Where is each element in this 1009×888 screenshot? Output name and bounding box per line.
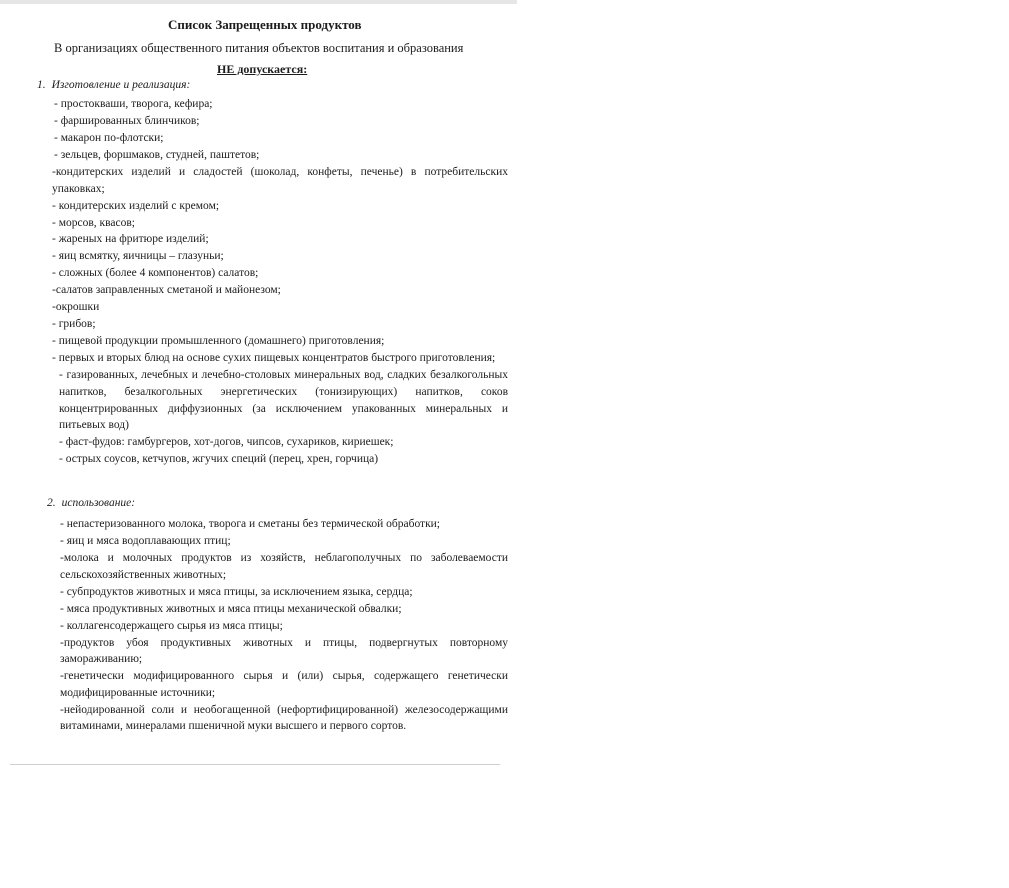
- list-item: - жареных на фритюре изделий;: [52, 233, 209, 246]
- section-heading-text: Изготовление и реализация:: [51, 79, 191, 91]
- list-item: - зельцев, форшмаков, студней, паштетов;: [54, 148, 260, 161]
- list-item: - газированных, лечебных и лечебно-столовых минеральных вод, сладких безалкогольных напитков, безалкогольных энергетических (тонизирующих) напитков, соков концентрированных диффузионных (за исключением упакованных минеральных и питьевых вод): [59, 369, 508, 432]
- list-item: - фаршированных блинчиков;: [54, 114, 200, 127]
- list-item: - непастеризованного молока, творога и сметаны без термической обработки;: [60, 518, 441, 530]
- list-item: - морсов, квасов;: [52, 216, 135, 229]
- list-item: - сложных (более 4 компонентов) салатов;: [52, 267, 259, 280]
- section-heading-text: использование:: [61, 497, 136, 509]
- list-item: - коллагенсодержащего сырья из мяса птицы;: [60, 619, 283, 632]
- list-item: -молока и молочных продуктов из хозяйств, неблагополучных по заболеваемости сельскохозяйственных животных;: [60, 551, 508, 581]
- section-1-heading: [37, 79, 190, 91]
- list-item: -генетически модифицированного сырья и (или) сырья, содержащего генетически модифицированные источники;: [60, 670, 508, 699]
- list-item: - острых соусов, кетчупов, жгучих специй (перец, хрен, горчица): [59, 453, 379, 466]
- list-item: -салатов заправленных сметаной и майонезом;: [52, 284, 281, 297]
- list-item: - яиц и мяса водоплавающих птиц;: [60, 534, 231, 547]
- list-item: -продуктов убоя продуктивных животных и птицы, подвергнутых повторному замораживанию;: [60, 636, 508, 666]
- list-item: -окрошки: [52, 301, 100, 314]
- document-page: [0, 4, 517, 762]
- section-number: 2.: [47, 497, 56, 509]
- section-2-heading: [47, 497, 135, 509]
- list-item: - макарон по-флотски;: [54, 131, 164, 144]
- list-item: -нейодированной соли и необогащенной (нефортифицированной) железосодержащими витаминами, минералами пшеничной муки высшего и первого сортов.: [60, 703, 508, 733]
- document-title: Список Запрещенных продуктов: [168, 17, 362, 32]
- section-1-list: [52, 96, 508, 468]
- list-item: - субпродуктов животных и мяса птицы, за исключением языка, сердца;: [60, 585, 413, 598]
- list-item: - пищевой продукции промышленного (домашнего) приготовления;: [52, 335, 385, 348]
- list-item: -кондитерских изделий и сладостей (шоколад, конфеты, печенье) в потребительских упаковках;: [52, 165, 508, 195]
- section-number: 1.: [37, 79, 46, 91]
- bottom-edge-rule: [10, 764, 500, 765]
- list-item: - фаст-фудов: гамбургеров, хот-догов, чипсов, сухариков, кириешек;: [59, 436, 394, 449]
- list-item: - яиц всмятку, яичницы – глазуньи;: [52, 250, 224, 263]
- intro-text: В организациях общественного питания объектов воспитания и образования: [54, 41, 464, 55]
- section-2-list: [60, 516, 508, 735]
- not-allowed-heading: НЕ допускается:: [217, 62, 308, 76]
- list-item: - первых и вторых блюд на основе сухих пищевых концентратов быстрого приготовления;: [52, 352, 496, 365]
- list-item: - кондитерских изделий с кремом;: [52, 199, 220, 212]
- list-item: - мяса продуктивных животных и мяса птицы механической обвалки;: [60, 602, 402, 615]
- list-item: - грибов;: [52, 318, 96, 331]
- list-item: - простокваши, творога, кефира;: [54, 98, 213, 110]
